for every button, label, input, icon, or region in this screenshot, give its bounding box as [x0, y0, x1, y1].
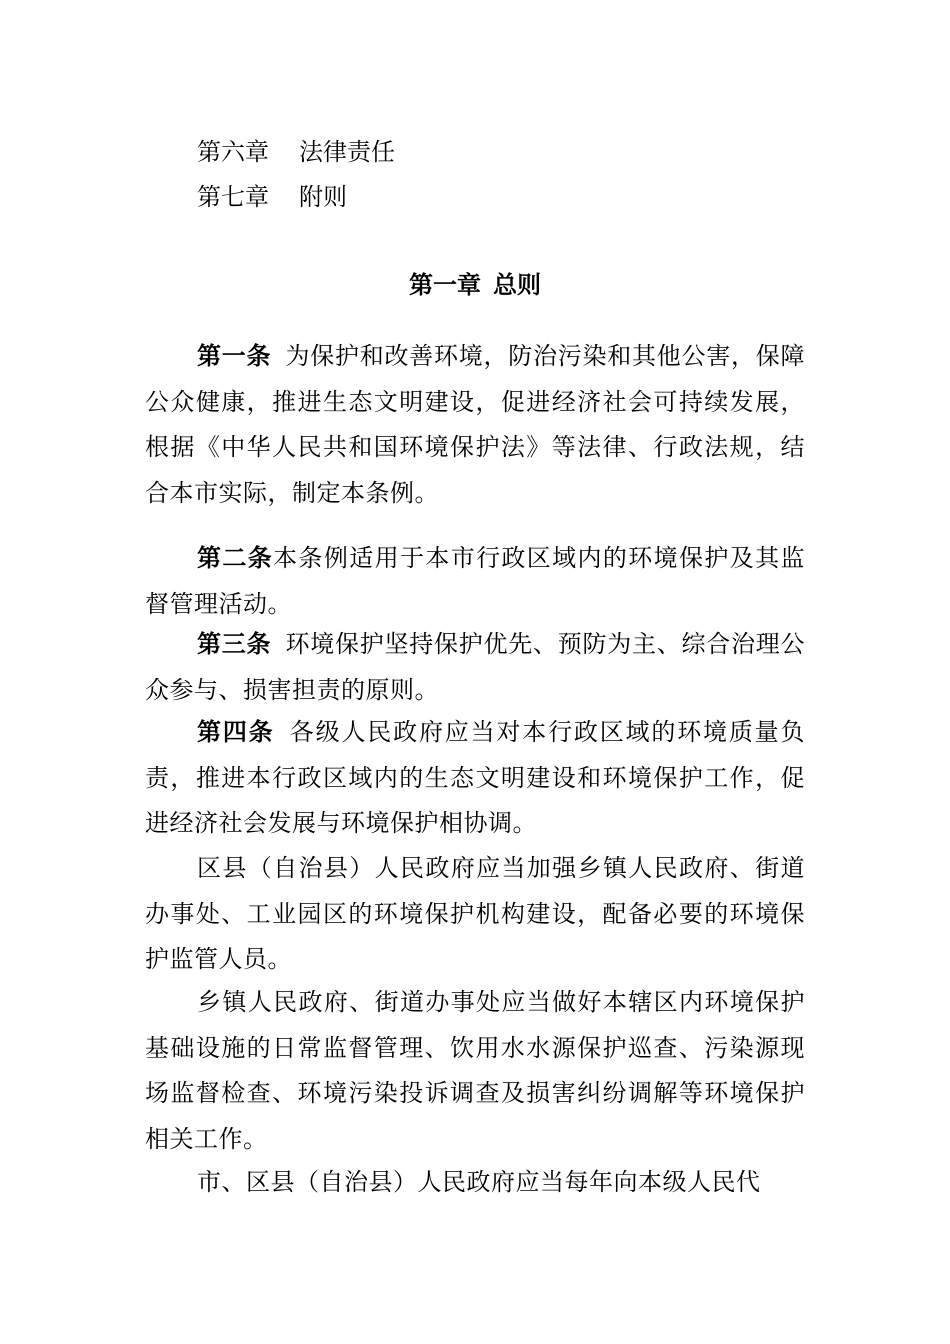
- toc-entry: [197, 136, 395, 168]
- paragraph-text: 市、区县（自治县）人民政府应当每年向本级人民代: [197, 1168, 761, 1196]
- article-paragraph: [145, 622, 805, 713]
- article-text: 本条例适用于本市行政区域内的环境保护及其监督管理活动。: [145, 544, 805, 618]
- article-paragraph: [145, 710, 805, 847]
- article-label: 第三条: [197, 630, 272, 658]
- article-label: 第二条: [197, 544, 274, 572]
- body-paragraph: [145, 1160, 805, 1206]
- article-paragraph: [145, 536, 805, 627]
- article-text: 各级人民政府应当对本行政区域的环境质量负责，推进本行政区域内的生态文明建设和环境保护工作，促进经济社会发展与环境保护相协调。: [145, 718, 806, 838]
- body-paragraph: [145, 846, 805, 983]
- article-text: 为保护和改善环境，防治污染和其他公害，保障公众健康，推进生态文明建设，促进经济社会可持续发展，根据《中华人民共和国环境保护法》等法律、行政法规，结合本市实际，制定本条例。: [145, 342, 805, 507]
- chapter-name: 总则: [493, 271, 541, 299]
- toc-chapter-number: 第六章: [197, 138, 269, 166]
- toc-chapter-number: 第七章: [197, 183, 269, 211]
- toc-chapter-title: 附则: [299, 183, 347, 211]
- body-paragraph: [145, 980, 805, 1162]
- chapter-heading: [0, 268, 950, 302]
- article-paragraph: [145, 334, 805, 516]
- toc-entry: [197, 181, 347, 213]
- toc-chapter-title: 法律责任: [299, 138, 395, 166]
- article-label: 第四条: [197, 718, 275, 746]
- paragraph-text: 区县（自治县）人民政府应当加强乡镇人民政府、街道办事处、工业园区的环境保护机构建设，配备必要的环境保护监管人员。: [145, 854, 805, 974]
- article-text: 环境保护坚持保护优先、预防为主、综合治理公众参与、损害担责的原则。: [145, 630, 805, 704]
- article-label: 第一条: [197, 342, 272, 370]
- paragraph-text: 乡镇人民政府、街道办事处应当做好本辖区内环境保护基础设施的日常监督管理、饮用水水源保护巡查、污染源现场监督检查、环境污染投诉调查及损害纠纷调解等环境保护相关工作。: [145, 988, 805, 1153]
- chapter-number: 第一章: [409, 271, 481, 299]
